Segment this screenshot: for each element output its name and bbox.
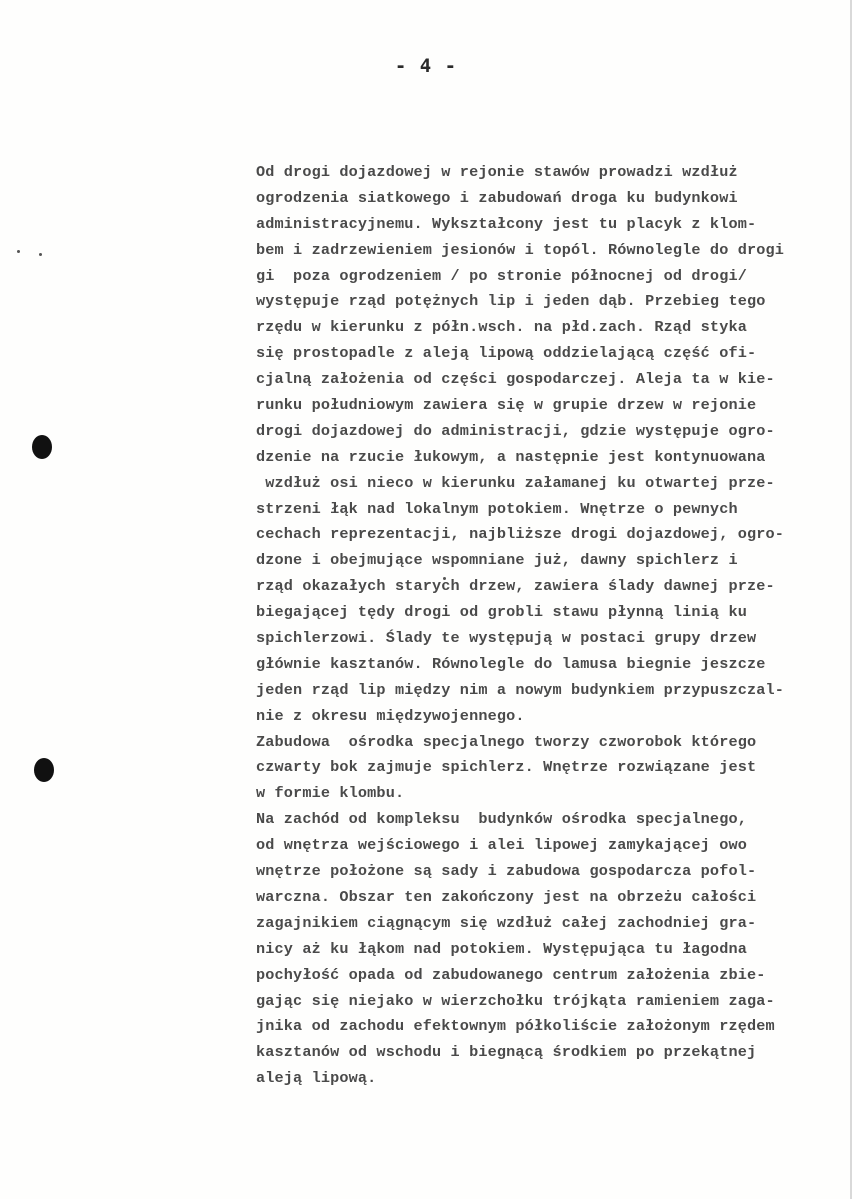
text-line: wzdłuż osi nieco w kierunku załamanej ku otwartej prze- [256,473,775,492]
text-line: gi poza ogrodzeniem / po stronie północnej od drogi/ [256,266,747,285]
text-line: spichlerzowi. Ślady te występują w postaci grupy drzew [256,629,757,648]
punch-hole-lower [34,758,54,782]
text-line: pochyłość opada od zabudowanego centrum założenia zbie- [256,965,766,984]
text-line: rzędu w kierunku z półn.wsch. na płd.zach. Rząd styka [256,318,747,337]
page-number: - 4 - [394,55,458,77]
text-line: bem i zadrzewieniem jesionów i topól. Równolegle do drogi [256,240,785,259]
text-line: się prostopadle z aleją lipową oddzielającą część ofi- [256,344,757,363]
text-line: cjalną założenia od części gospodarczej. Aleja ta w kie- [256,370,775,389]
text-line: Od drogi dojazdowej w rejonie stawów prowadzi wzdłuż [256,163,738,181]
text-line: biegającej tędy drogi od grobli stawu płynną linią ku [256,603,747,622]
punch-hole-upper [32,435,52,459]
text-line: gając się niejako w wierzchołku trójkąta ramieniem zaga- [256,991,775,1010]
text-line: jeden rząd lip między nim a nowym budynkiem przypuszczal- [256,680,785,699]
paragraph-1 [256,160,852,730]
text-line: strzeni łąk nad lokalnym potokiem. Wnętrze o pewnych [256,499,738,518]
text-line: wnętrze położone są sady i zabudowa gospodarcza pofol- [256,862,757,881]
text-line: drogi dojazdowej do administracji, gdzie występuje ogro- [256,421,775,440]
paragraph-3 [256,807,852,1092]
text-line: dzone i obejmujące wspomniane już, dawny spichlerz i [256,551,738,570]
text-line: Na zachód od kompleksu budynków ośrodka specjalnego, [256,810,747,829]
text-line: nicy aż ku łąkom nad potokiem. Występująca tu łagodna [256,939,747,958]
text-line: ogrodzenia siatkowego i zabudowań droga ku budynkowi [256,188,738,207]
paper-speck [17,250,20,253]
text-line: w formie klombu. [256,784,405,803]
text-line: nie z okresu międzywojennego. [256,706,525,725]
text-line: od wnętrza wejściowego i alei lipowej zamykającej owo [256,836,747,855]
text-line: występuje rząd potężnych lip i jeden dąb. Przebieg tego [256,292,766,311]
typewritten-body [256,160,852,1092]
text-line: cechach reprezentacji, najbliższe drogi dojazdowej, ogro- [256,525,785,544]
text-line: Zabudowa ośrodka specjalnego tworzy czworobok którego [256,732,757,751]
text-line: warczna. Obszar ten zakończony jest na obrzeżu całości [256,887,757,906]
text-line: runku południowym zawiera się w grupie drzew w rejonie [256,396,757,415]
text-line: czwarty bok zajmuje spichlerz. Wnętrze rozwiązane jest [256,758,757,777]
text-line: administracyjnemu. Wykształcony jest tu placyk z klom- [256,214,757,233]
paragraph-2 [256,730,852,808]
text-line: rząd okazałych starych drzew, zawiera ślady dawnej prze- [256,577,775,596]
text-line: kasztanów od wschodu i biegnącą środkiem po przekątnej [256,1043,757,1062]
text-line: jnika od zachodu efektownym półkoliście założonym rzędem [256,1017,775,1036]
text-line: dzenie na rzucie łukowym, a następnie jest kontynuowana [256,447,766,466]
text-line: aleją lipową. [256,1069,377,1088]
text-line: głównie kasztanów. Równolegle do lamusa biegnie jeszcze [256,654,766,673]
text-line: zagajnikiem ciągnącym się wzdłuż całej zachodniej gra- [256,913,757,932]
paper-speck [39,253,42,256]
